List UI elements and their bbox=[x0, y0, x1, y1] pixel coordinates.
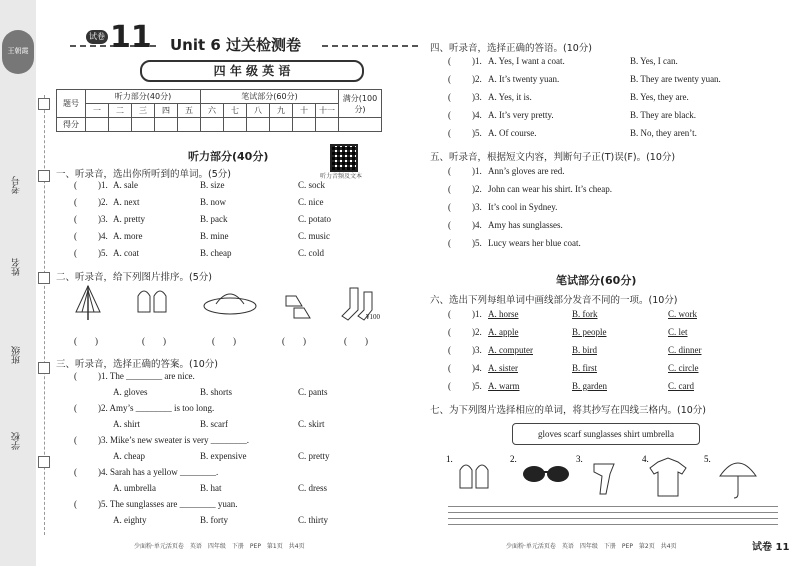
section2-heading: 二、听录音，给下列图片排序。(5分) bbox=[56, 272, 212, 283]
pic-num: 5. bbox=[704, 454, 711, 464]
answer-blank[interactable]: ( bbox=[448, 238, 451, 248]
option: C. dress bbox=[298, 483, 327, 493]
option: A. Of course. bbox=[488, 128, 537, 138]
binding-box bbox=[38, 272, 50, 284]
score-cell bbox=[339, 118, 382, 132]
paper-badge: 试卷 bbox=[86, 30, 108, 44]
umbrella-picture bbox=[720, 463, 756, 498]
question-number: )2. bbox=[472, 184, 482, 194]
written-part-title: 笔试部分(60分) bbox=[556, 274, 637, 287]
score-total: 满分(100分) bbox=[339, 90, 382, 118]
section7-heading: 七、为下列图片选择相应的单词，将其抄写在四线三格内。(10分) bbox=[430, 405, 707, 416]
question-number: )3. bbox=[472, 92, 482, 102]
option: A. horse bbox=[488, 309, 519, 319]
answer-blank[interactable]: ( bbox=[448, 74, 451, 84]
paper-title: Unit 6 过关检测卷 bbox=[170, 36, 302, 54]
answer-blank[interactable]: ( bbox=[448, 345, 451, 355]
question-number: )5. bbox=[472, 128, 482, 138]
gloves-picture bbox=[460, 465, 488, 488]
score-col: 八 bbox=[247, 104, 270, 118]
option: C. music bbox=[298, 231, 331, 241]
score-cell bbox=[178, 118, 201, 132]
option: C. cold bbox=[298, 248, 324, 258]
option: B. pack bbox=[200, 214, 228, 224]
question-number: )4. bbox=[98, 231, 108, 241]
score-cell bbox=[293, 118, 316, 132]
score-row1-label: 题号 bbox=[57, 90, 86, 118]
question-text: )4. Sarah has a yellow ________. bbox=[98, 467, 219, 477]
option: C. let bbox=[668, 327, 688, 337]
option: C. dinner bbox=[668, 345, 702, 355]
binding-box bbox=[38, 456, 50, 468]
score-col: 三 bbox=[132, 104, 155, 118]
answer-blank[interactable]: ( bbox=[448, 381, 451, 391]
option: C. thirty bbox=[298, 515, 329, 525]
option: A. Yes, I want a coat. bbox=[488, 56, 565, 66]
statement: John can wear his shirt. It’s cheap. bbox=[488, 184, 612, 194]
option: B. size bbox=[200, 180, 225, 190]
score-col: 十 bbox=[293, 104, 316, 118]
question-number: )5. bbox=[472, 238, 482, 248]
score-written: 笔试部分(60分) bbox=[201, 90, 339, 104]
question-text: )2. Amy’s ________ is too long. bbox=[98, 403, 215, 413]
section1-heading: 一、听录音，选出你所听到的单词。(5分) bbox=[56, 169, 231, 180]
score-col: 四 bbox=[155, 104, 178, 118]
option: A. Yes, it is. bbox=[488, 92, 532, 102]
question-number: )3. bbox=[472, 202, 482, 212]
pic-num: 1. bbox=[446, 454, 453, 464]
section6-heading: 六、选出下列每组单词中画线部分发音不同的一项。(10分) bbox=[430, 295, 678, 306]
question-text: )3. Mike’s new sweater is very ________. bbox=[98, 435, 249, 445]
option: A. next bbox=[113, 197, 140, 207]
answer-blank[interactable]: ( bbox=[74, 197, 77, 207]
option: B. shorts bbox=[200, 387, 233, 397]
option: A. shirt bbox=[113, 419, 140, 429]
pic-num: 4. bbox=[642, 454, 649, 464]
binding-box bbox=[38, 170, 50, 182]
answer-blank[interactable]: ( bbox=[74, 435, 77, 445]
option: B. mine bbox=[200, 231, 229, 241]
answer-blank[interactable]: ( bbox=[74, 214, 77, 224]
option: B. scarf bbox=[200, 419, 228, 429]
option: C. pants bbox=[298, 387, 328, 397]
answer-blank[interactable]: ( bbox=[74, 231, 77, 241]
option: B. fork bbox=[572, 309, 598, 319]
write-line bbox=[448, 524, 778, 525]
section4-heading: 四、听录音，选择正确的答语。(10分) bbox=[430, 43, 593, 54]
option: A. It’s twenty yuan. bbox=[488, 74, 560, 84]
answer-blank[interactable]: ( bbox=[448, 327, 451, 337]
statement: Amy has sunglasses. bbox=[488, 220, 563, 230]
answer-blank[interactable]: ( bbox=[74, 467, 77, 477]
option: B. first bbox=[572, 363, 598, 373]
pic-num: 3. bbox=[576, 454, 583, 464]
seal-text: 王朝霞 bbox=[7, 47, 29, 55]
question-number: )4. bbox=[472, 110, 482, 120]
option: B. bird bbox=[572, 345, 598, 355]
order-blank[interactable]: ( ) bbox=[74, 336, 98, 346]
score-cell bbox=[316, 118, 339, 132]
question-number: )1. bbox=[472, 56, 482, 66]
statement: Lucy wears her blue coat. bbox=[488, 238, 581, 248]
binding-line bbox=[44, 95, 45, 535]
question-number: )2. bbox=[98, 197, 108, 207]
option: B. garden bbox=[572, 381, 607, 391]
answer-blank[interactable]: ( bbox=[448, 166, 451, 176]
hat-picture bbox=[204, 294, 256, 314]
answer-blank[interactable]: ( bbox=[74, 248, 77, 258]
score-cell bbox=[270, 118, 293, 132]
write-line bbox=[448, 512, 778, 513]
option: C. work bbox=[668, 309, 697, 319]
question-number: )4. bbox=[472, 220, 482, 230]
score-cell bbox=[109, 118, 132, 132]
statement: It’s cool in Sydney. bbox=[488, 202, 558, 212]
statement: Ann’s gloves are red. bbox=[488, 166, 565, 176]
option: B. cheap bbox=[200, 248, 232, 258]
question-number: )2. bbox=[472, 327, 482, 337]
section5-heading: 五、听录音，根据短文内容，判断句子正(T)误(F)。(10分) bbox=[430, 152, 676, 163]
section3-heading: 三、听录音，选择正确的答案。(10分) bbox=[56, 359, 219, 370]
question-number: )3. bbox=[98, 214, 108, 224]
option: B. Yes, they are. bbox=[630, 92, 689, 102]
sunglasses-picture bbox=[523, 466, 569, 482]
order-blank[interactable]: ( ) bbox=[344, 336, 368, 346]
option: C. circle bbox=[668, 363, 699, 373]
footer-left: 少面粉·单元活页卷 英语 四年级 下册 PEP 第1页 共4页 bbox=[134, 543, 305, 550]
answer-blank[interactable]: ( bbox=[448, 92, 451, 102]
score-table bbox=[56, 89, 382, 132]
option: A. umbrella bbox=[113, 483, 156, 493]
score-cell bbox=[247, 118, 270, 132]
shoes-picture bbox=[286, 296, 310, 318]
option: C. sock bbox=[298, 180, 325, 190]
price-label: ¥100 bbox=[366, 313, 380, 321]
question-number: )1. bbox=[472, 166, 482, 176]
question-text: )1. The ________ are nice. bbox=[98, 371, 195, 381]
answer-blank[interactable]: ( bbox=[448, 220, 451, 230]
binding-label-school: 学校 bbox=[12, 432, 22, 450]
question-number: )1. bbox=[472, 309, 482, 319]
question-number: )2. bbox=[472, 74, 482, 84]
question-number: )5. bbox=[98, 248, 108, 258]
question-number: )3. bbox=[472, 345, 482, 355]
write-line bbox=[448, 518, 778, 519]
score-cell bbox=[224, 118, 247, 132]
page-tag: 试卷 11 bbox=[752, 542, 790, 553]
option: B. forty bbox=[200, 515, 228, 525]
option: A. coat bbox=[113, 248, 139, 258]
footer-right: 少面粉·单元活页卷 英语 四年级 下册 PEP 第2页 共4页 bbox=[506, 543, 677, 550]
option: A. sister bbox=[488, 363, 518, 373]
option: C. skirt bbox=[298, 419, 325, 429]
answer-blank[interactable]: ( bbox=[448, 128, 451, 138]
score-col: 六 bbox=[201, 104, 224, 118]
order-blank[interactable]: ( ) bbox=[142, 336, 166, 346]
option: A. warm bbox=[488, 381, 520, 391]
scarf-picture bbox=[594, 464, 614, 494]
option: B. No, they aren’t. bbox=[630, 128, 697, 138]
write-line bbox=[448, 506, 778, 507]
answer-blank[interactable]: ( bbox=[448, 56, 451, 66]
header-dash-right bbox=[322, 45, 418, 47]
answer-blank[interactable]: ( bbox=[448, 184, 451, 194]
option: A. cheap bbox=[113, 451, 145, 461]
umbrella-picture bbox=[76, 286, 100, 320]
option: B. expensive bbox=[200, 451, 247, 461]
option: A. It’s very pretty. bbox=[488, 110, 554, 120]
option: B. Yes, I can. bbox=[630, 56, 678, 66]
answer-blank[interactable]: ( bbox=[74, 499, 77, 509]
shirt-picture bbox=[650, 458, 686, 496]
score-listening: 听力部分(40分) bbox=[86, 90, 201, 104]
answer-blank[interactable]: ( bbox=[448, 363, 451, 373]
binding-label-class: 班级 bbox=[12, 346, 22, 364]
question-text: )5. The sunglasses are ________ yuan. bbox=[98, 499, 238, 509]
answer-blank[interactable]: ( bbox=[448, 309, 451, 319]
option: C. card bbox=[668, 381, 694, 391]
qr-code bbox=[330, 144, 358, 172]
binding-strip bbox=[0, 0, 36, 566]
option: B. hat bbox=[200, 483, 222, 493]
order-blank[interactable]: ( ) bbox=[282, 336, 306, 346]
option: A. pretty bbox=[113, 214, 145, 224]
option: A. sale bbox=[113, 180, 138, 190]
score-col: 二 bbox=[109, 104, 132, 118]
score-cell bbox=[86, 118, 109, 132]
question-number: )1. bbox=[98, 180, 108, 190]
qr-caption: 听力音频及文本 bbox=[320, 173, 363, 180]
option: A. computer bbox=[488, 345, 533, 355]
answer-blank[interactable]: ( bbox=[74, 371, 77, 381]
binding-box bbox=[38, 98, 50, 110]
binding-label-number: 考号 bbox=[12, 176, 22, 194]
score-row2-label: 得分 bbox=[57, 118, 86, 132]
option: B. They are twenty yuan. bbox=[630, 74, 721, 84]
score-col: 五 bbox=[178, 104, 201, 118]
option: B. They are black. bbox=[630, 110, 697, 120]
option: A. more bbox=[113, 231, 143, 241]
section7-pictures bbox=[444, 450, 784, 502]
option: A. apple bbox=[488, 327, 519, 337]
option: C. nice bbox=[298, 197, 324, 207]
listening-part-title: 听力部分(40分) bbox=[188, 150, 269, 163]
order-blank[interactable]: ( ) bbox=[212, 336, 236, 346]
option: C. pretty bbox=[298, 451, 330, 461]
score-col: 七 bbox=[224, 104, 247, 118]
option: C. potato bbox=[298, 214, 331, 224]
answer-blank[interactable]: ( bbox=[74, 403, 77, 413]
paper-number: 11 bbox=[110, 20, 152, 55]
score-col: 一 bbox=[86, 104, 109, 118]
question-number: )4. bbox=[472, 363, 482, 373]
option: B. now bbox=[200, 197, 227, 207]
answer-blank[interactable]: ( bbox=[448, 110, 451, 120]
binding-box bbox=[38, 362, 50, 374]
section2-pictures bbox=[60, 282, 410, 328]
option: A. gloves bbox=[113, 387, 148, 397]
answer-blank[interactable]: ( bbox=[74, 180, 77, 190]
option: B. people bbox=[572, 327, 607, 337]
score-cell bbox=[201, 118, 224, 132]
option: A. eighty bbox=[113, 515, 147, 525]
gloves-picture bbox=[138, 291, 166, 312]
paper-subtitle: 四 年 级 英 语 bbox=[140, 60, 364, 82]
score-col: 九 bbox=[270, 104, 293, 118]
score-cell bbox=[155, 118, 178, 132]
word-bank: gloves scarf sunglasses shirt umbrella bbox=[512, 423, 700, 445]
binding-label-name: 姓名 bbox=[12, 258, 22, 276]
pic-num: 2. bbox=[510, 454, 517, 464]
score-cell bbox=[132, 118, 155, 132]
answer-blank[interactable]: ( bbox=[448, 202, 451, 212]
score-col: 十一 bbox=[316, 104, 339, 118]
question-number: )5. bbox=[472, 381, 482, 391]
